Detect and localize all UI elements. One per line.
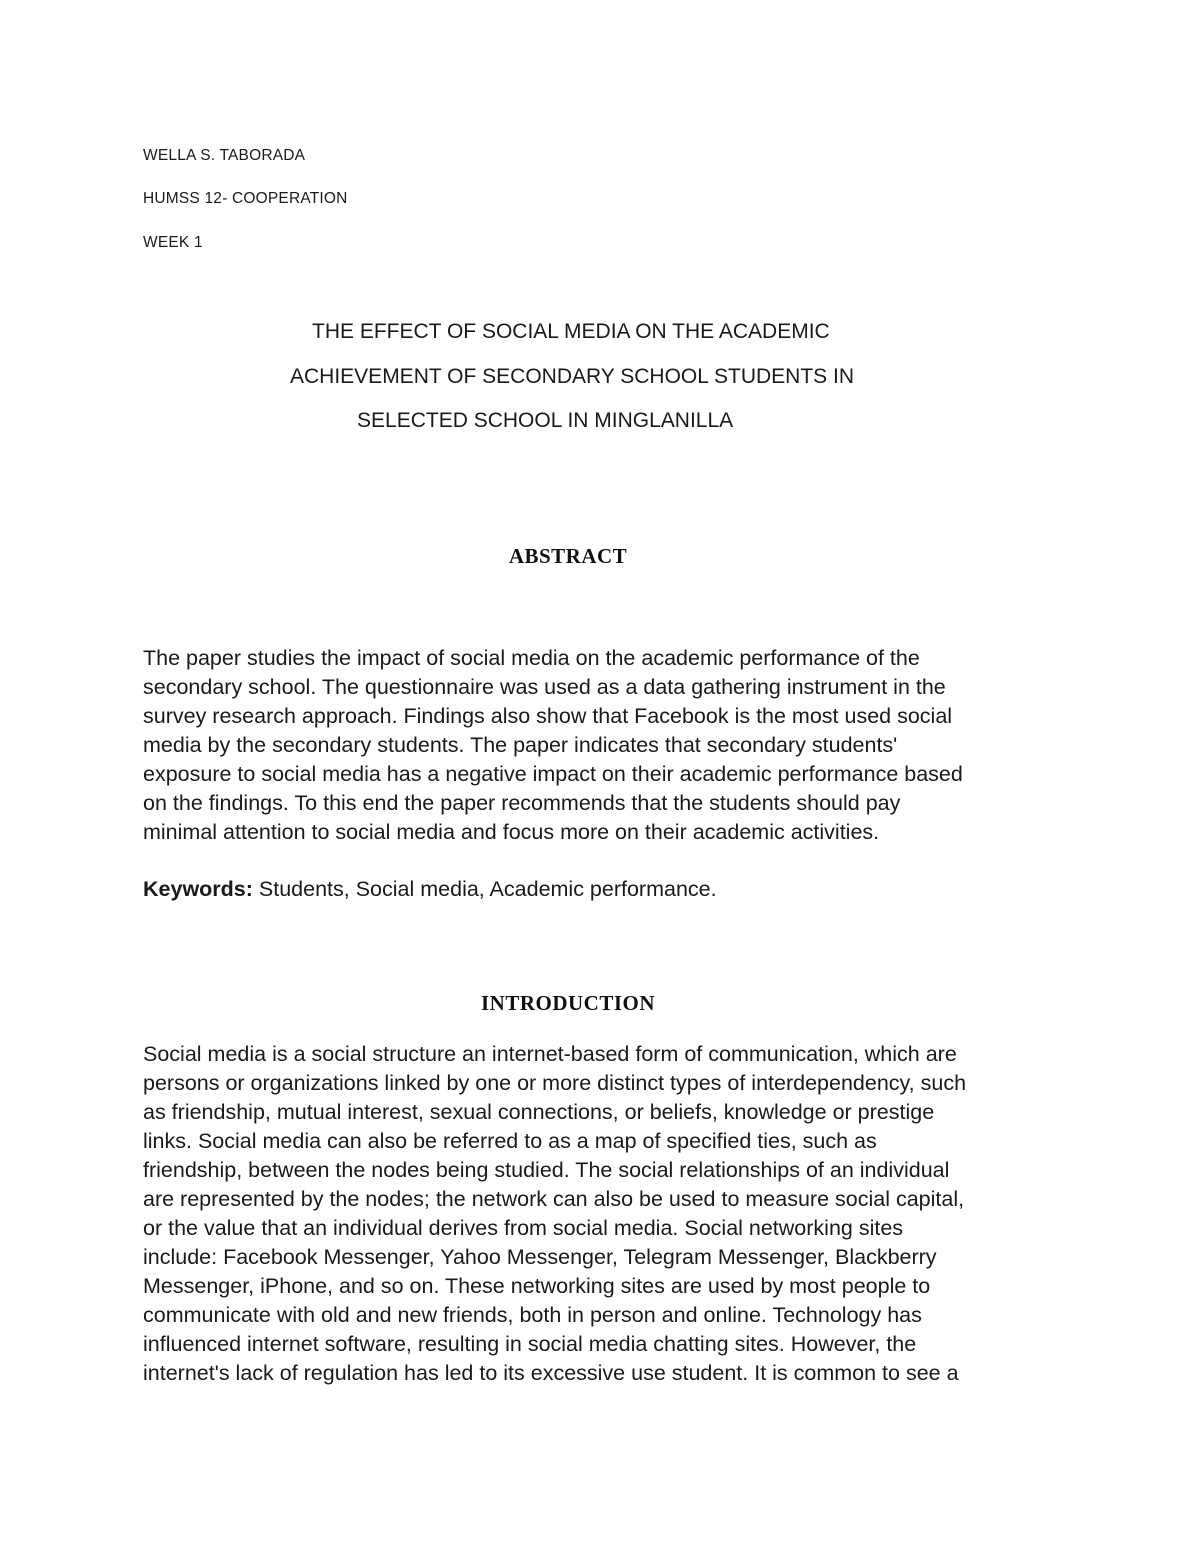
keywords-text: Students, Social media, Academic performance. <box>252 877 717 901</box>
introduction-line: persons or organizations linked by one or more distinct types of interdependency, such <box>143 1071 967 1095</box>
introduction-line: or the value that an individual derives from social media. Social networking sites <box>143 1216 904 1240</box>
class-section: HUMSS 12- COOPERATION <box>143 190 348 207</box>
title-line-1: THE EFFECT OF SOCIAL MEDIA ON THE ACADEMIC <box>312 320 830 343</box>
introduction-line: links. Social media can also be referred to as a map of specified ties, such as <box>143 1129 877 1153</box>
abstract-line: minimal attention to social media and focus more on their academic activities. <box>143 820 880 844</box>
abstract-line: on the findings. To this end the paper recommends that the students should pay <box>143 791 901 815</box>
abstract-line: secondary school. The questionnaire was used as a data gathering instrument in the <box>143 675 946 699</box>
introduction-line: are represented by the nodes; the network can also be used to measure social capital, <box>143 1187 965 1211</box>
introduction-line: as friendship, mutual interest, sexual connections, or beliefs, knowledge or prestige <box>143 1100 935 1124</box>
abstract-line: exposure to social media has a negative impact on their academic performance based <box>143 762 963 786</box>
abstract-heading: ABSTRACT <box>508 544 628 568</box>
abstract-line: survey research approach. Findings also show that Facebook is the most used social <box>143 704 953 728</box>
title-line-3: SELECTED SCHOOL IN MINGLANILLA <box>357 409 734 432</box>
keywords-line <box>143 877 717 902</box>
introduction-line: friendship, between the nodes being studied. The social relationships of an individual <box>143 1158 950 1182</box>
introduction-line: influenced internet software, resulting in social media chatting sites. However, the <box>143 1332 917 1356</box>
introduction-line: internet's lack of regulation has led to its excessive use student. It is common to see a <box>143 1361 959 1385</box>
week-label: WEEK 1 <box>143 234 203 251</box>
title-line-2: ACHIEVEMENT OF SECONDARY SCHOOL STUDENTS IN <box>290 365 854 388</box>
introduction-heading: INTRODUCTION <box>480 991 656 1015</box>
keywords-label: Keywords: <box>143 877 253 901</box>
author-name: WELLA S. TABORADA <box>143 147 306 164</box>
introduction-line: Messenger, iPhone, and so on. These networking sites are used by most people to <box>143 1274 931 1298</box>
abstract-line: media by the secondary students. The paper indicates that secondary students' <box>143 733 898 757</box>
introduction-line: Social media is a social structure an internet-based form of communication, which are <box>143 1042 957 1066</box>
abstract-line: The paper studies the impact of social media on the academic performance of the <box>143 646 920 670</box>
introduction-line: communicate with old and new friends, both in person and online. Technology has <box>143 1303 922 1327</box>
introduction-line: include: Facebook Messenger, Yahoo Messenger, Telegram Messenger, Blackberry <box>143 1245 937 1269</box>
